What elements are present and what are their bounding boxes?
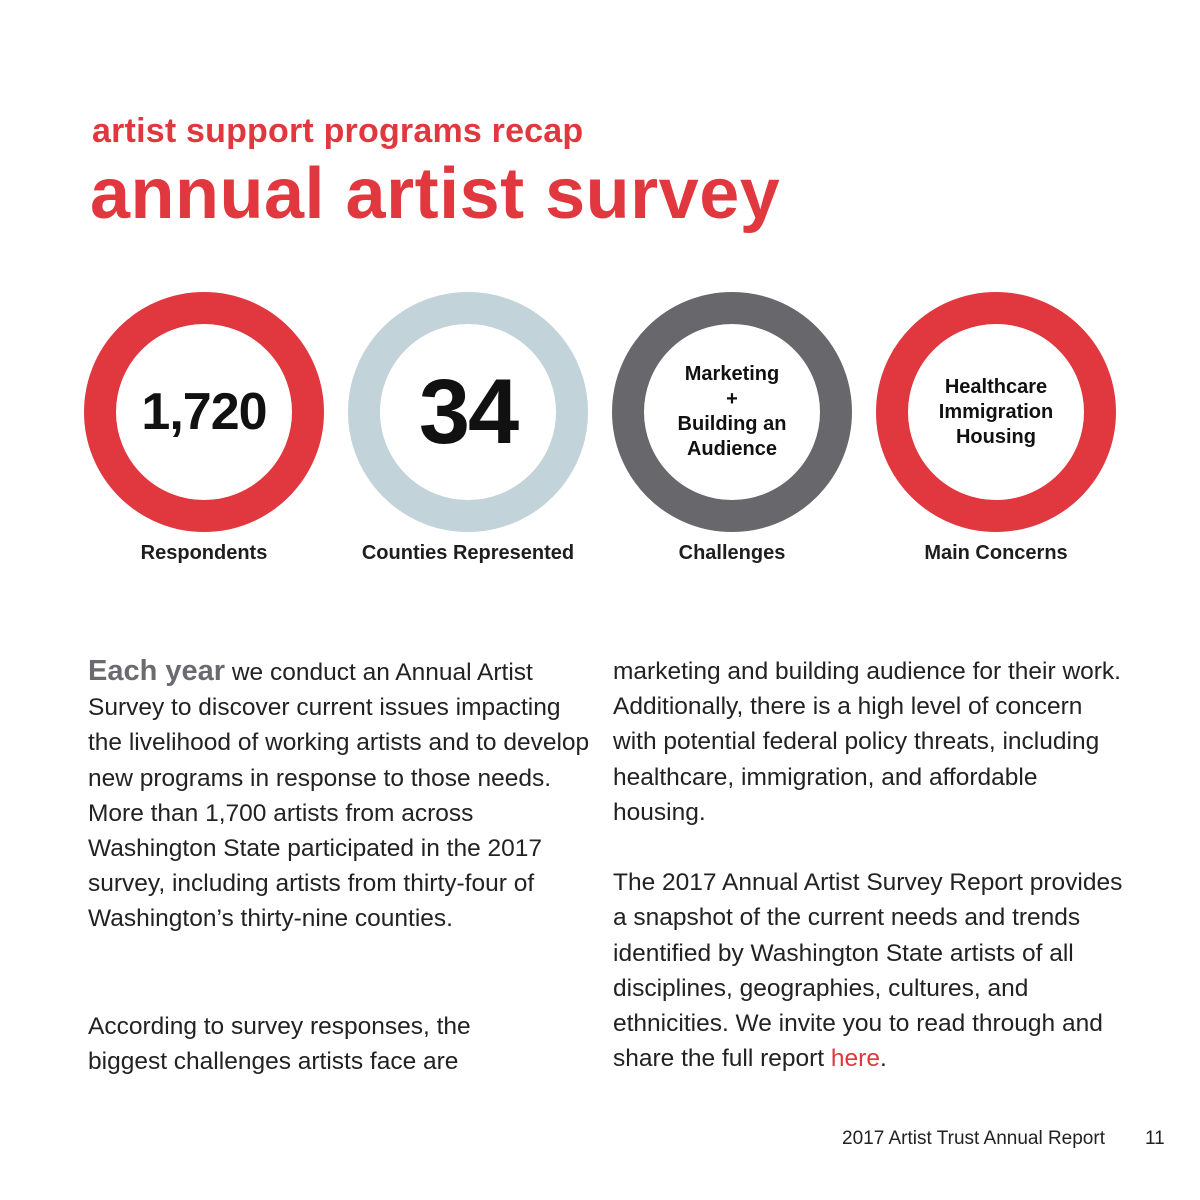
page-title: annual artist survey — [90, 154, 781, 234]
paragraph-intro-text: we conduct an Annual Artist Survey to discover current issues impacting the livelihood of working artists and to develop new programs in response to those needs. More than 1,700 artists from across Washington State participated in the 2017 survey, including artists from thirty-four of Washington’s thirty-nine counties. — [88, 659, 590, 933]
stat-value-concerns — [939, 375, 1053, 450]
paragraph-report — [613, 865, 1123, 1076]
concern-line: Healthcare — [944, 375, 1048, 398]
page-number: 11 — [1145, 1128, 1165, 1149]
stat-label-respondents: Respondents — [140, 542, 268, 564]
stat-value-challenges — [678, 362, 787, 462]
full-report-link[interactable]: here — [830, 1045, 880, 1073]
stat-concerns — [876, 292, 1116, 582]
stat-ring-concerns — [876, 292, 1116, 532]
challenge-line: Building an — [677, 413, 787, 435]
section-subtitle: artist support programs recap — [92, 112, 584, 150]
body-column-right — [613, 654, 1123, 1076]
stat-label-concerns: Main Concerns — [924, 542, 1068, 564]
paragraph-challenges-text-a: According to survey responses, the biggest challenges artists face are — [88, 1013, 471, 1076]
challenge-line: Marketing — [684, 363, 780, 385]
challenge-line: Audience — [686, 438, 777, 460]
concern-line: Immigration — [938, 400, 1054, 423]
stat-ring-challenges — [612, 292, 852, 532]
stat-label-challenges: Challenges — [678, 542, 786, 564]
lead-in: Each year — [88, 655, 226, 687]
paragraph-challenges-text-b: marketing and building audience for their work. Additionally, there is a high level of concern with potential federal policy threats, including healthcare, immigration, and affordable housing. — [613, 658, 1121, 826]
stat-value-counties: 34 — [418, 360, 518, 463]
paragraph-challenges-start — [88, 1009, 518, 1079]
stat-counties — [348, 292, 588, 582]
concern-line: Housing — [955, 425, 1036, 448]
stat-challenges — [612, 292, 852, 582]
challenge-line: + — [726, 388, 738, 410]
footer-report-title: 2017 Artist Trust Annual Report — [842, 1128, 1105, 1149]
stat-ring-counties — [348, 292, 588, 532]
stat-label-counties: Counties Represented — [361, 542, 575, 564]
paragraph-report-text: The 2017 Annual Artist Survey Report provides a snapshot of the current needs and trends identified by Washington State artists of all disciplines, geographies, cultures, and ethnicities. We invite you to read through and share the full report — [613, 869, 1123, 1073]
body-column-left — [88, 654, 600, 937]
stat-respondents — [84, 292, 324, 582]
stat-value-respondents: 1,720 — [141, 383, 267, 441]
paragraph-intro — [88, 654, 600, 937]
stat-ring-respondents — [84, 292, 324, 532]
paragraph-report-end: . — [879, 1045, 887, 1073]
